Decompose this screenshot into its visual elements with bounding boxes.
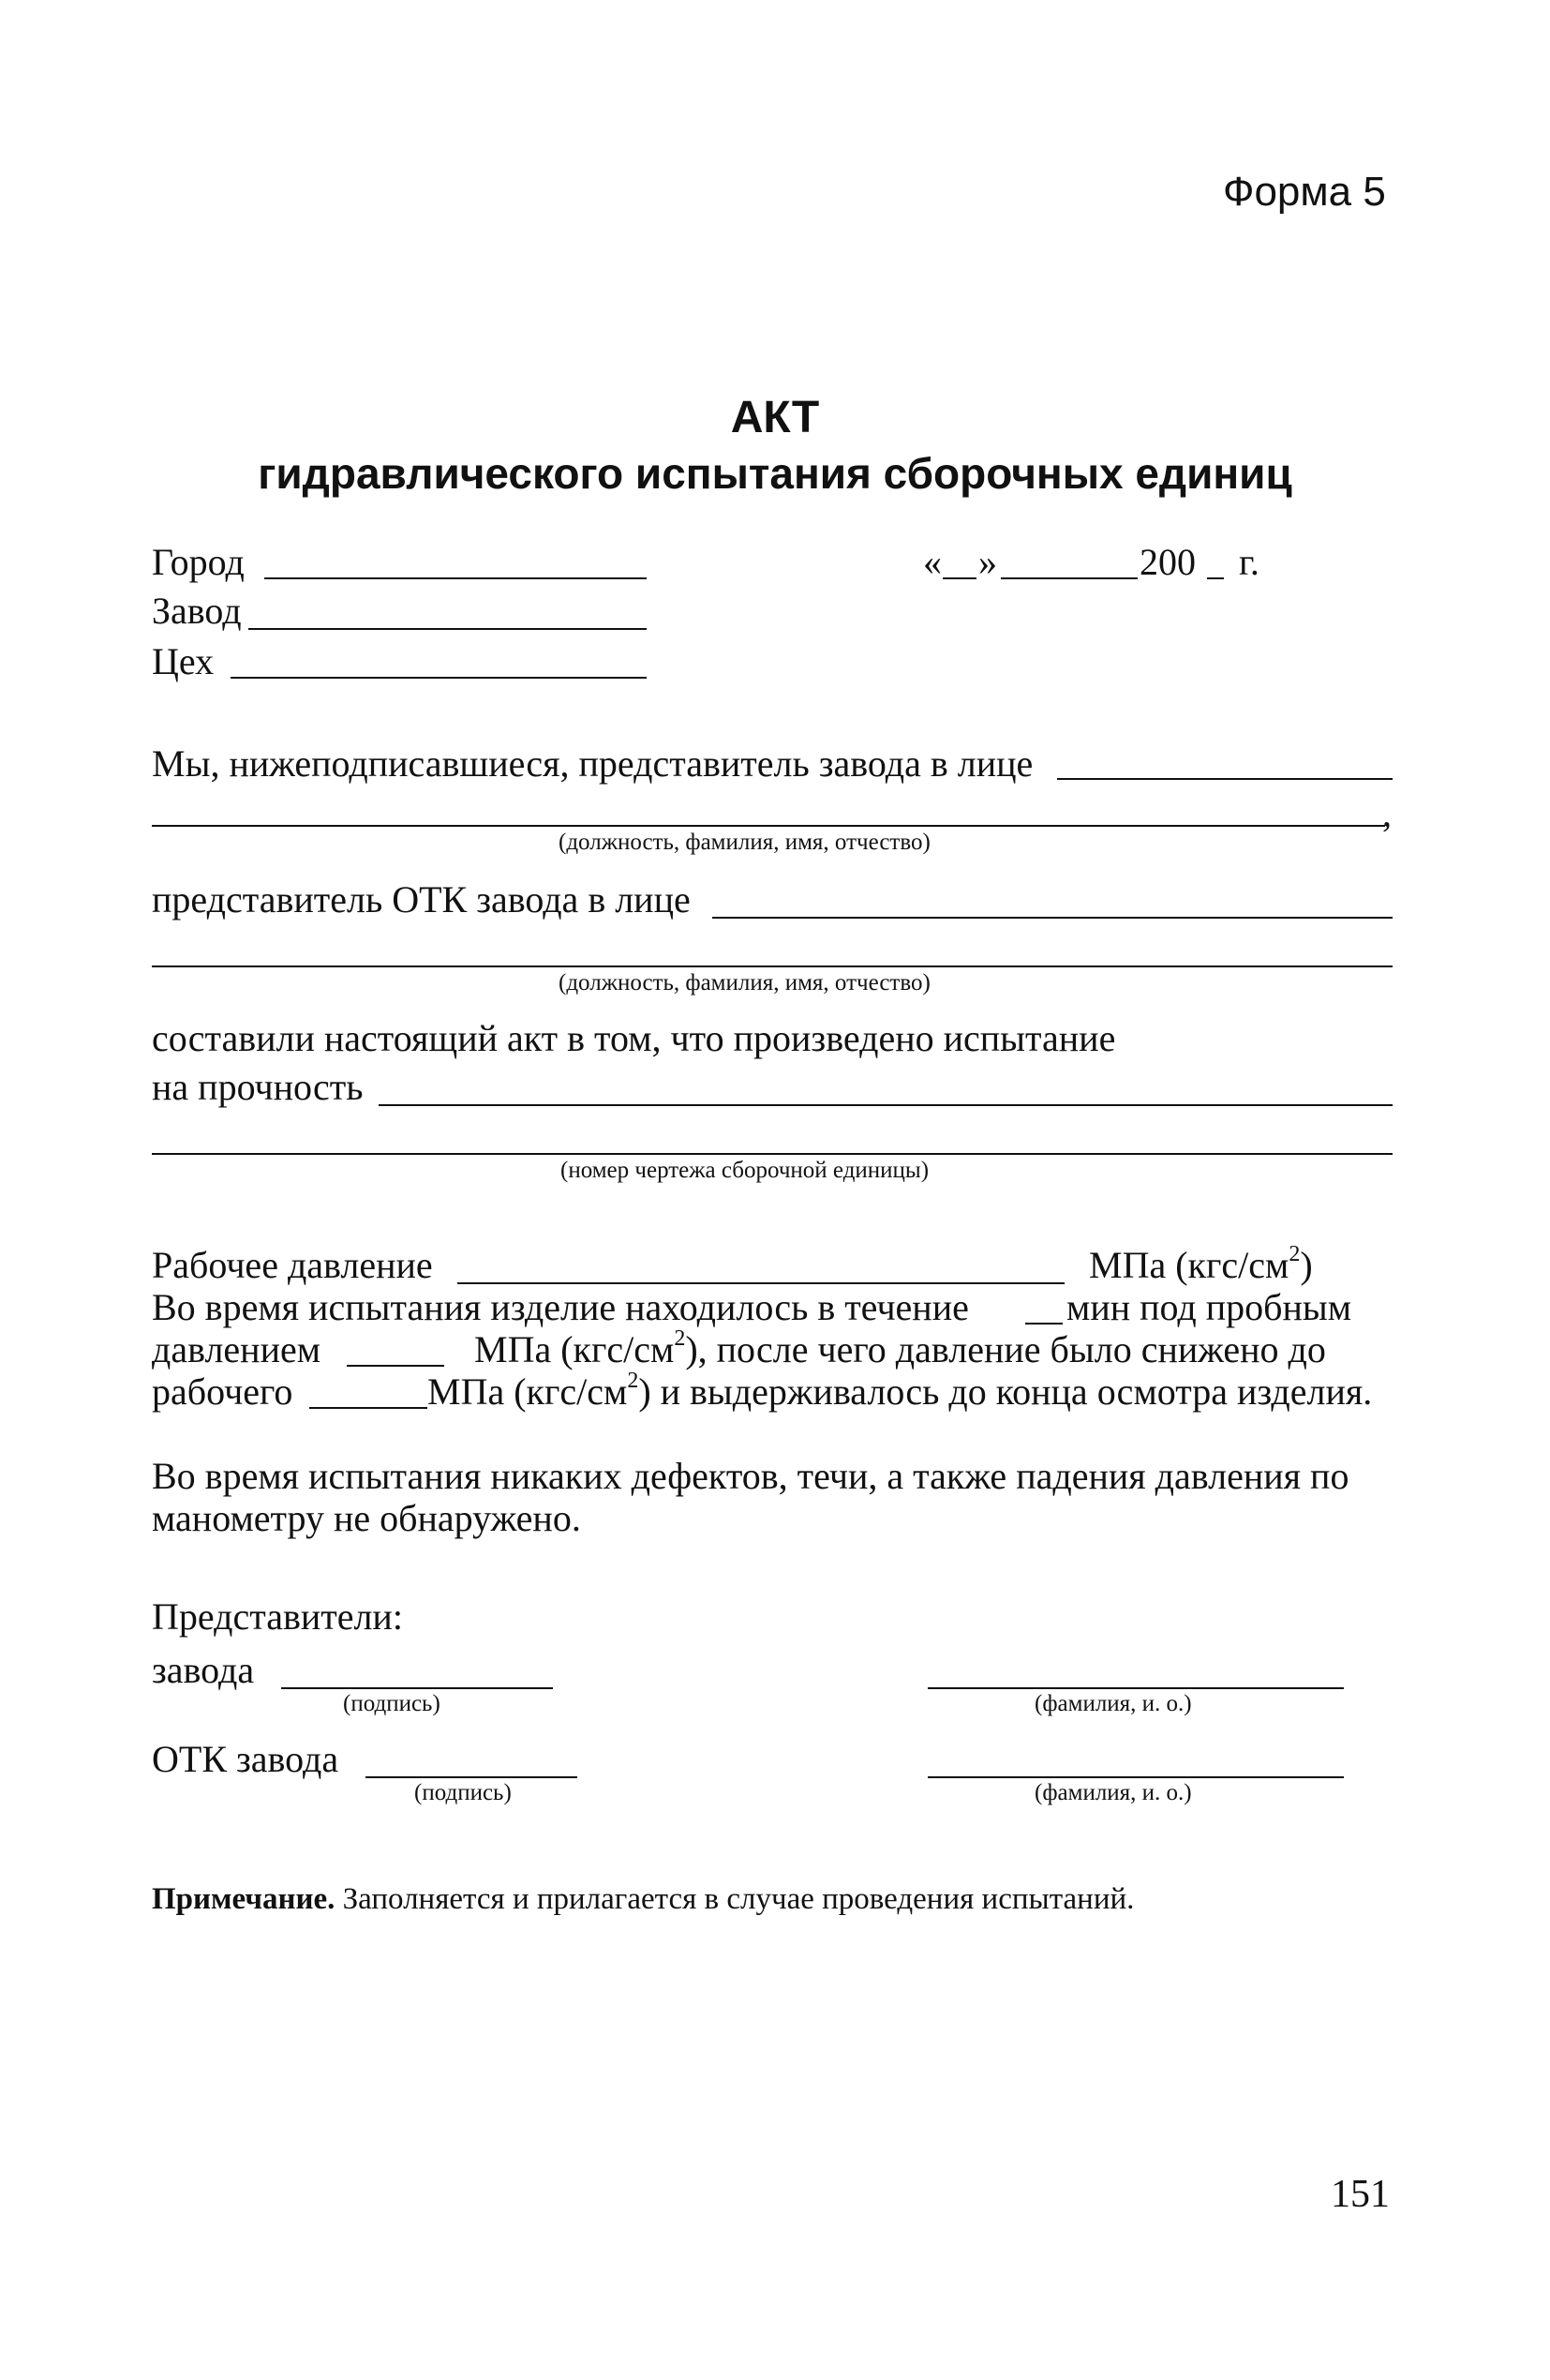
working-pressure-field[interactable]: [457, 1282, 1065, 1284]
note: [152, 1882, 1134, 1917]
otk-name-field[interactable]: [928, 1776, 1344, 1778]
strength-field[interactable]: [379, 1104, 1393, 1106]
unit-text: МПа (кгс/см: [474, 1328, 675, 1370]
drawing-number-field[interactable]: [152, 1153, 1393, 1155]
plant-rep-position-field[interactable]: [152, 825, 1385, 827]
defects-line-2: манометру не обнаружено.: [152, 1497, 581, 1539]
position-caption-1: (должность, фамилия, имя, отчество): [559, 830, 931, 855]
test-duration-text: Во время испытания изделие находилось в течение: [152, 1286, 969, 1328]
date-close-quote: »: [978, 541, 997, 583]
city-field[interactable]: [264, 577, 647, 579]
reduced-pressure-field[interactable]: [309, 1407, 427, 1409]
plant-signature-label: завода: [152, 1649, 255, 1691]
working-pressure-label: Рабочее давление: [152, 1244, 433, 1286]
test-duration-field[interactable]: [1025, 1323, 1063, 1325]
test-pressure-text: мин под пробным: [1066, 1286, 1352, 1328]
test-pressure-field[interactable]: [347, 1365, 444, 1367]
reduced-pressure-rest: ) и выдерживалось до конца осмотра изделия.: [638, 1370, 1373, 1413]
date-open-quote: «: [923, 541, 942, 583]
otk-name-caption: (фамилия, и. о.): [1035, 1780, 1192, 1805]
test-pressure-rest: ), после чего давление было снижено до: [685, 1328, 1326, 1370]
document-subtitle: гидравлического испытания сборочных единиц: [258, 449, 1292, 498]
page-number: 151: [1331, 2173, 1390, 2216]
test-pressure-label: давлением: [152, 1328, 321, 1370]
shop-label: Цех: [152, 640, 215, 682]
unit-sup: 2: [627, 1369, 639, 1393]
reduced-pressure-unit: [427, 1369, 1373, 1413]
date-month-field[interactable]: [1001, 577, 1138, 579]
otk-rep-text: представитель ОТК завода в лице: [152, 878, 691, 921]
reduced-pressure-label: рабочего: [152, 1370, 293, 1413]
unit-text: МПа (кгс/см: [1089, 1244, 1289, 1286]
form-label: Форма 5: [1223, 169, 1386, 215]
plant-rep-field[interactable]: [1057, 778, 1393, 780]
plant-rep-text: Мы, нижеподписавшиеся, представитель завода в лице: [152, 742, 1034, 785]
plant-name-caption: (фамилия, и. о.): [1035, 1691, 1192, 1716]
otk-signature-caption: (подпись): [414, 1780, 512, 1805]
otk-signature-label: ОТК завода: [152, 1738, 339, 1780]
unit-sup: 2: [1289, 1242, 1301, 1266]
shop-field[interactable]: [231, 677, 647, 679]
note-text: Заполняется и прилагается в случае проведения испытаний.: [342, 1882, 1135, 1916]
defects-line-1: Во время испытания никаких дефектов, течи, а также падения давления по: [152, 1455, 1349, 1497]
unit-sup: 2: [674, 1326, 686, 1351]
city-label: Город: [152, 541, 245, 583]
plant-signature-field[interactable]: [281, 1687, 553, 1689]
otk-rep-position-field[interactable]: [152, 965, 1393, 967]
test-pressure-unit: [474, 1326, 1326, 1370]
note-label: Примечание.: [152, 1882, 335, 1916]
unit-close: ): [1300, 1244, 1313, 1286]
date-year: 200: [1140, 541, 1196, 583]
document-title: АКТ: [730, 393, 820, 442]
working-pressure-unit: [1089, 1242, 1313, 1286]
comma: ,: [1382, 792, 1392, 834]
date-suffix: г.: [1239, 541, 1259, 583]
unit-text: МПа (кгс/см: [427, 1370, 628, 1413]
plant-label: Завод: [152, 590, 242, 632]
otk-rep-field[interactable]: [712, 917, 1393, 919]
date-year-field[interactable]: [1207, 577, 1224, 579]
compiled-text: составили настоящий акт в том, что произведено испытание: [152, 1017, 1116, 1059]
plant-signature-caption: (подпись): [343, 1691, 440, 1716]
representatives-heading: Представители:: [152, 1595, 403, 1638]
plant-name-field[interactable]: [928, 1687, 1344, 1689]
date-day-field[interactable]: [943, 577, 976, 579]
position-caption-2: (должность, фамилия, имя, отчество): [559, 970, 931, 995]
drawing-caption: (номер чертежа сборочной единицы): [560, 1158, 930, 1183]
plant-field[interactable]: [248, 628, 647, 630]
strength-text: на прочность: [152, 1066, 364, 1108]
otk-signature-field[interactable]: [365, 1776, 577, 1778]
